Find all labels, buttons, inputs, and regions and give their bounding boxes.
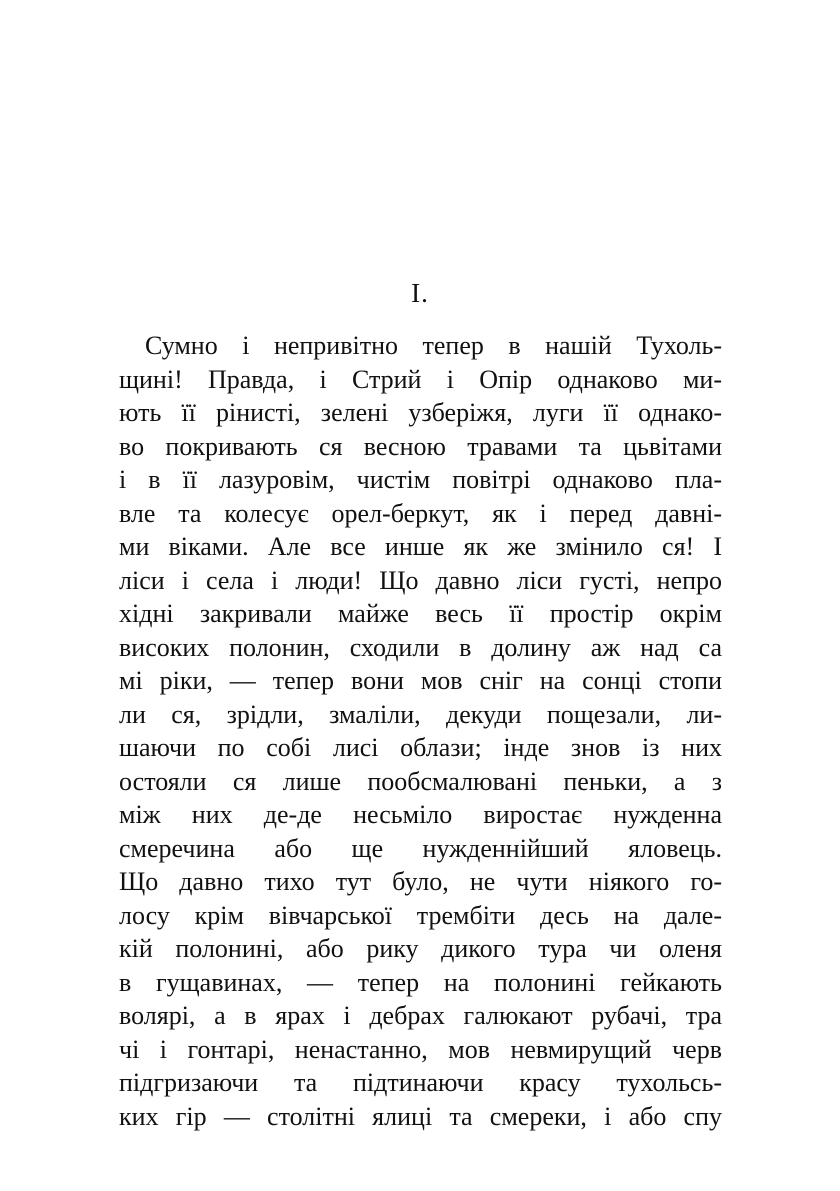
text-line: вле та колесує орел-беркут, як і перед давні- — [119, 498, 722, 528]
text-line: між них де-де несьміло виростає нужденна — [119, 800, 722, 829]
chapter-heading: I. — [411, 278, 429, 308]
text-line: ких гір — столітні ялиці та смереки, і або спу — [119, 1101, 722, 1131]
text-line: і в її лазуровім, чистім повітрі однаково пла- — [119, 465, 722, 494]
body-text — [119, 329, 722, 1133]
text-line: в гущавинах, — тепер на полонині гейкають — [119, 967, 722, 997]
text-line: волярі, а в ярах і дебрах галюкают рубачі, тра — [119, 1001, 722, 1030]
text-line: смеречина або ще нужденнійший яловець. — [119, 833, 722, 863]
text-line: ми віками. Але все инше як же змінило ся! І — [119, 532, 722, 561]
text-line: підгризаючи та підтинаючи красу тухольсь- — [119, 1068, 722, 1097]
text-line: хідні закривали майже весь її простір окрім — [119, 599, 722, 628]
text-line: ють її рінисті, зелені узберіжя, луги її однако- — [119, 398, 722, 427]
text-line: остояли ся лише пообсмалювані пеньки, а з — [119, 766, 722, 796]
text-line: шаючи по собі лисі облази; інде знов із них — [119, 733, 722, 762]
text-line: кій полонині, або рику дикого тура чи оленя — [119, 934, 722, 963]
text-line: Що давно тихо тут було, не чути ніякого го- — [119, 867, 722, 896]
text-line: високих полонин, сходили в долину аж над са — [119, 632, 722, 662]
text-line: щині! Правда, і Стрий і Опір однаково ми- — [119, 364, 722, 394]
text-line: мі ріки, — тепер вони мов сніг на сонці стопи — [119, 666, 722, 695]
text-line: ли ся, зрідли, змаліли, декуди пощезали, ли- — [119, 699, 722, 729]
text-line: чі і гонтарі, ненастанно, мов невмирущий черв — [119, 1034, 722, 1064]
text-line: лосу крім вівчарської трембіти десь на дале- — [119, 900, 722, 930]
text-line: ліси і села і люди! Що давно ліси густі, непро — [119, 565, 722, 595]
text-line: во покривають ся весною травами та цьвітами — [119, 431, 722, 461]
text-line: Сумно і непривітно тепер в нашій Тухоль- — [145, 331, 722, 360]
